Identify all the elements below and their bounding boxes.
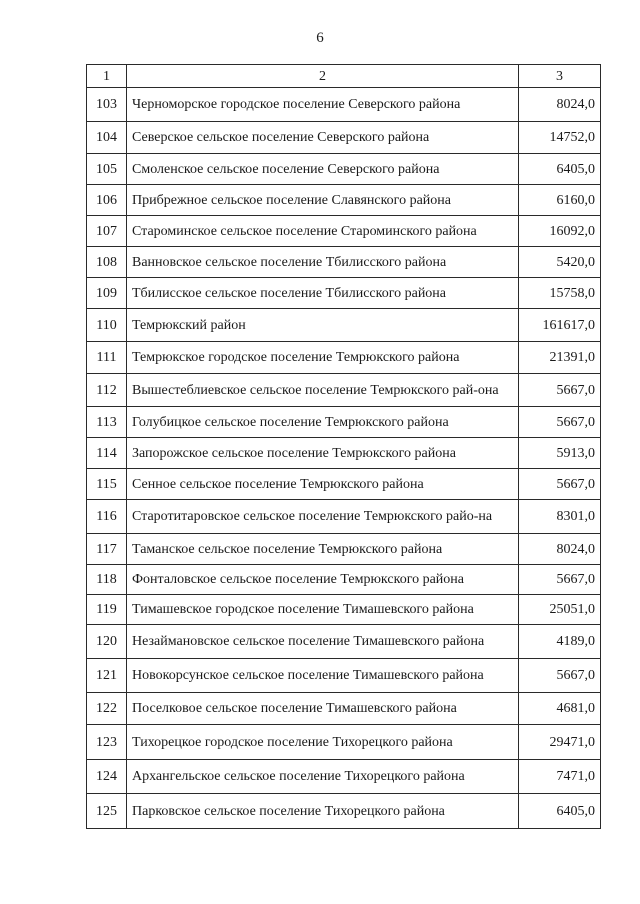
row-number: 118	[87, 565, 127, 595]
row-name: Староминское сельское поселение Староминского района	[127, 216, 519, 247]
row-name: Тимашевское городское поселение Тимашевского района	[127, 595, 519, 625]
table-row	[87, 693, 601, 725]
row-name: Сенное сельское поселение Темрюкского района	[127, 469, 519, 500]
row-value: 15758,0	[519, 278, 601, 309]
row-number: 115	[87, 469, 127, 500]
row-name: Темрюкский район	[127, 309, 519, 342]
table-row	[87, 760, 601, 794]
row-name: Северское сельское поселение Северского района	[127, 122, 519, 154]
row-name: Поселковое сельское поселение Тимашевского района	[127, 693, 519, 725]
row-number: 114	[87, 438, 127, 469]
table-row	[87, 565, 601, 595]
row-value: 5913,0	[519, 438, 601, 469]
row-number: 117	[87, 534, 127, 565]
row-name: Незаймановское сельское поселение Тимашевского района	[127, 625, 519, 659]
row-name: Парковское сельское поселение Тихорецкого района	[127, 794, 519, 829]
row-name: Архангельское сельское поселение Тихорецкого района	[127, 760, 519, 794]
table-header-row	[87, 65, 601, 88]
row-name: Таманское сельское поселение Темрюкского района	[127, 534, 519, 565]
row-number: 113	[87, 407, 127, 438]
table-row	[87, 534, 601, 565]
table-row	[87, 247, 601, 278]
row-value: 5667,0	[519, 407, 601, 438]
table-row	[87, 185, 601, 216]
row-value: 4681,0	[519, 693, 601, 725]
row-number: 116	[87, 500, 127, 534]
row-number: 122	[87, 693, 127, 725]
table-row	[87, 122, 601, 154]
row-value: 4189,0	[519, 625, 601, 659]
row-name: Новокорсунское сельское поселение Тимашевского района	[127, 659, 519, 693]
row-number: 105	[87, 154, 127, 185]
row-value: 29471,0	[519, 725, 601, 760]
row-number: 110	[87, 309, 127, 342]
row-value: 8301,0	[519, 500, 601, 534]
row-value: 7471,0	[519, 760, 601, 794]
table-row	[87, 374, 601, 407]
table-row	[87, 438, 601, 469]
row-name: Голубицкое сельское поселение Темрюкского района	[127, 407, 519, 438]
row-value: 21391,0	[519, 342, 601, 374]
row-value: 5667,0	[519, 659, 601, 693]
column-header-value: 3	[519, 65, 601, 88]
row-value: 25051,0	[519, 595, 601, 625]
table-row	[87, 725, 601, 760]
table-row	[87, 659, 601, 693]
row-number: 123	[87, 725, 127, 760]
row-number: 112	[87, 374, 127, 407]
row-name: Тихорецкое городское поселение Тихорецкого района	[127, 725, 519, 760]
row-name: Старотитаровское сельское поселение Темрюкского райо-на	[127, 500, 519, 534]
row-name: Темрюкское городское поселение Темрюкского района	[127, 342, 519, 374]
table-row	[87, 278, 601, 309]
row-number: 106	[87, 185, 127, 216]
table-row	[87, 309, 601, 342]
row-value: 6405,0	[519, 154, 601, 185]
table-row	[87, 500, 601, 534]
row-value: 8024,0	[519, 88, 601, 122]
table-row	[87, 625, 601, 659]
row-number: 120	[87, 625, 127, 659]
row-name: Ванновское сельское поселение Тбилисского района	[127, 247, 519, 278]
settlements-table	[86, 64, 601, 829]
row-value: 14752,0	[519, 122, 601, 154]
row-number: 103	[87, 88, 127, 122]
table-row	[87, 407, 601, 438]
row-number: 109	[87, 278, 127, 309]
row-number: 107	[87, 216, 127, 247]
row-value: 8024,0	[519, 534, 601, 565]
table-row	[87, 216, 601, 247]
table-row	[87, 342, 601, 374]
row-value: 5420,0	[519, 247, 601, 278]
row-number: 104	[87, 122, 127, 154]
row-number: 125	[87, 794, 127, 829]
column-header-number: 1	[87, 65, 127, 88]
row-number: 121	[87, 659, 127, 693]
row-name: Смоленское сельское поселение Северского района	[127, 154, 519, 185]
row-name: Тбилисское сельское поселение Тбилисского района	[127, 278, 519, 309]
row-number: 111	[87, 342, 127, 374]
row-value: 5667,0	[519, 374, 601, 407]
row-value: 16092,0	[519, 216, 601, 247]
table-row	[87, 595, 601, 625]
row-number: 124	[87, 760, 127, 794]
column-header-name: 2	[127, 65, 519, 88]
table-row	[87, 469, 601, 500]
row-value: 161617,0	[519, 309, 601, 342]
table-row	[87, 88, 601, 122]
row-name: Фонталовское сельское поселение Темрюкского района	[127, 565, 519, 595]
row-name: Вышестеблиевское сельское поселение Темрюкского рай-она	[127, 374, 519, 407]
row-number: 119	[87, 595, 127, 625]
row-name: Запорожское сельское поселение Темрюкского района	[127, 438, 519, 469]
row-value: 6405,0	[519, 794, 601, 829]
row-value: 6160,0	[519, 185, 601, 216]
row-number: 108	[87, 247, 127, 278]
page-number: 6	[316, 30, 324, 46]
row-name: Черноморское городское поселение Северского района	[127, 88, 519, 122]
row-name: Прибрежное сельское поселение Славянского района	[127, 185, 519, 216]
table-row	[87, 794, 601, 829]
table-row	[87, 154, 601, 185]
row-value: 5667,0	[519, 469, 601, 500]
row-value: 5667,0	[519, 565, 601, 595]
